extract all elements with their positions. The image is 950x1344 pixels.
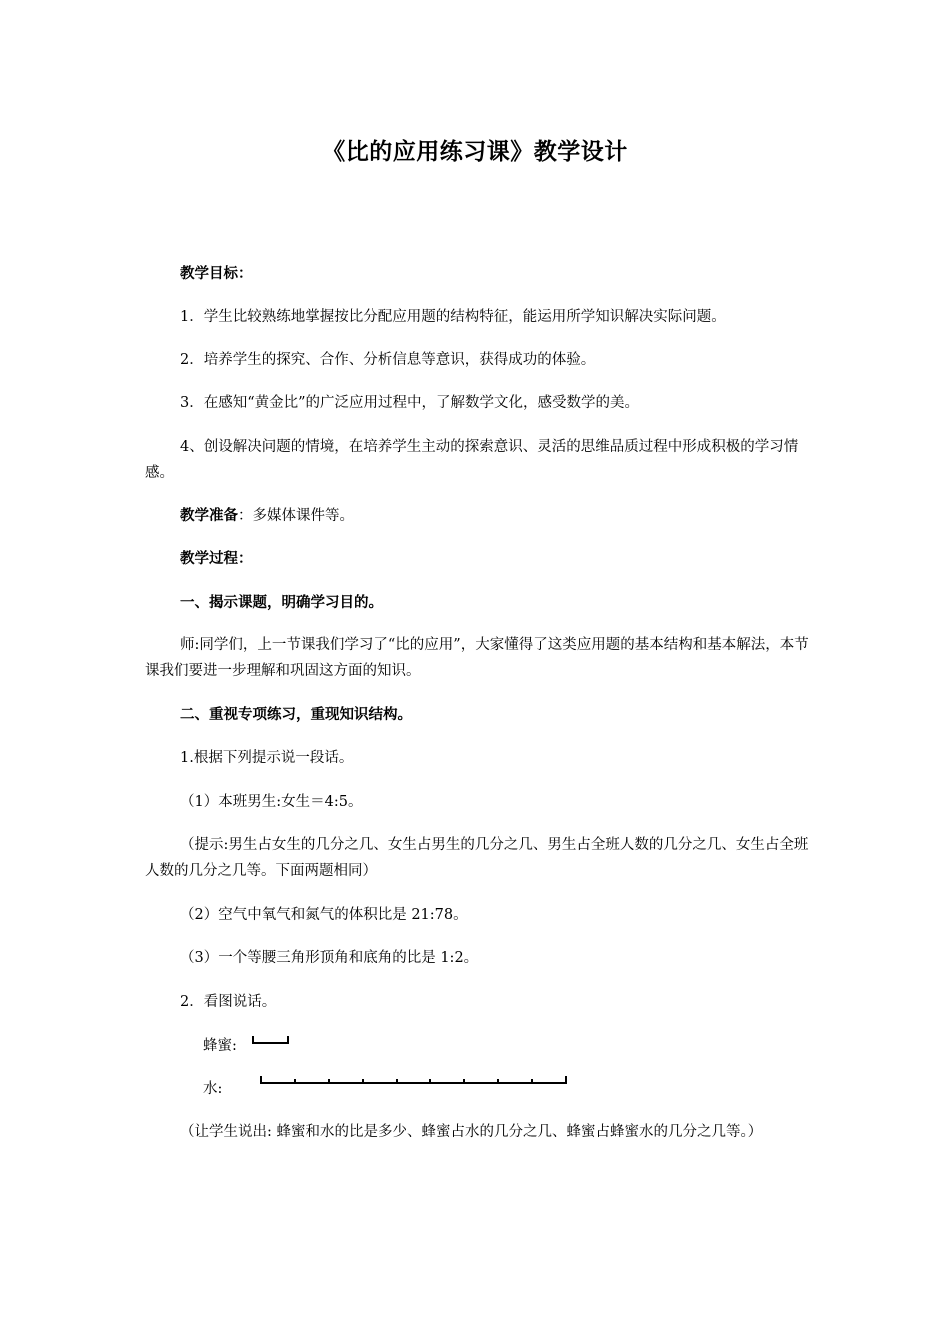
- section2-heading: 二、重视专项练习，重现知识结构。: [180, 707, 412, 723]
- water-bar-tick: [396, 1079, 398, 1084]
- honey-bar: [252, 1036, 289, 1044]
- question-1b: （2）空气中氧气和氮气的体积比是 21:78。: [180, 907, 468, 923]
- process-heading: 教学过程：: [180, 551, 253, 567]
- question-2: 2．看图说话。: [180, 994, 277, 1010]
- water-bar-tick: [362, 1079, 364, 1084]
- water-bar-tick: [463, 1079, 465, 1084]
- water-bar-tick: [497, 1079, 499, 1084]
- honey-bar-tick: [252, 1036, 254, 1044]
- water-bar-tick: [429, 1079, 431, 1084]
- goal-item-2: 2．培养学生的探究、合作、分析信息等意识，获得成功的体验。: [180, 352, 596, 368]
- section1-heading: 一、揭示课题，明确学习目的。: [180, 595, 383, 611]
- goals-heading: 教学目标：: [180, 266, 253, 282]
- prep-label: 教学准备: [180, 508, 238, 524]
- water-bar-baseline: [260, 1082, 567, 1084]
- question-2-note: （让学生说出: 蜂蜜和水的比是多少、蜂蜜占水的几分之几、蜂蜜占蜂蜜水的几分之几等。）: [180, 1124, 763, 1140]
- water-bar-tick: [565, 1076, 567, 1084]
- honey-bar-tick: [287, 1036, 289, 1044]
- water-bar-tick: [531, 1079, 533, 1084]
- water-bar-tick: [294, 1079, 296, 1084]
- question-1: 1.根据下列提示说一段话。: [180, 750, 354, 766]
- water-label: 水:: [203, 1081, 223, 1097]
- water-bar-tick: [328, 1079, 330, 1084]
- honey-bar-baseline: [252, 1042, 289, 1044]
- prep-text: ：多媒体课件等。: [238, 508, 354, 524]
- page-title: 《比的应用练习课》教学设计: [322, 139, 628, 165]
- section1-text: 师:同学们，上一节课我们学习了“比的应用”，大家懂得了这类应用题的基本结构和基本解法，本节课我们要进一步理解和巩固这方面的知识。: [145, 637, 809, 679]
- hint-text: （提示:男生占女生的几分之几、女生占男生的几分之几、男生占全班人数的几分之几、女生占全班人数的几分之几等。下面两题相同）: [145, 837, 809, 879]
- honey-label: 蜂蜜:: [203, 1038, 237, 1054]
- goal-item-4: 4、创设解决问题的情境，在培养学生主动的探索意识、灵活的思维品质过程中形成积极的学习情感。: [145, 439, 799, 481]
- prep-line: [145, 503, 810, 529]
- question-1a: （1）本班男生:女生＝4:5。: [180, 794, 363, 810]
- question-1c: （3）一个等腰三角形顶角和底角的比是 1:2。: [180, 950, 479, 966]
- water-bar-tick: [260, 1076, 262, 1084]
- water-bar: [260, 1076, 567, 1084]
- goal-item-1: 1．学生比较熟练地掌握按比分配应用题的结构特征，能运用所学知识解决实际问题。: [180, 309, 726, 325]
- goal-item-3: 3．在感知“黄金比”的广泛应用过程中，了解数学文化，感受数学的美。: [180, 395, 640, 411]
